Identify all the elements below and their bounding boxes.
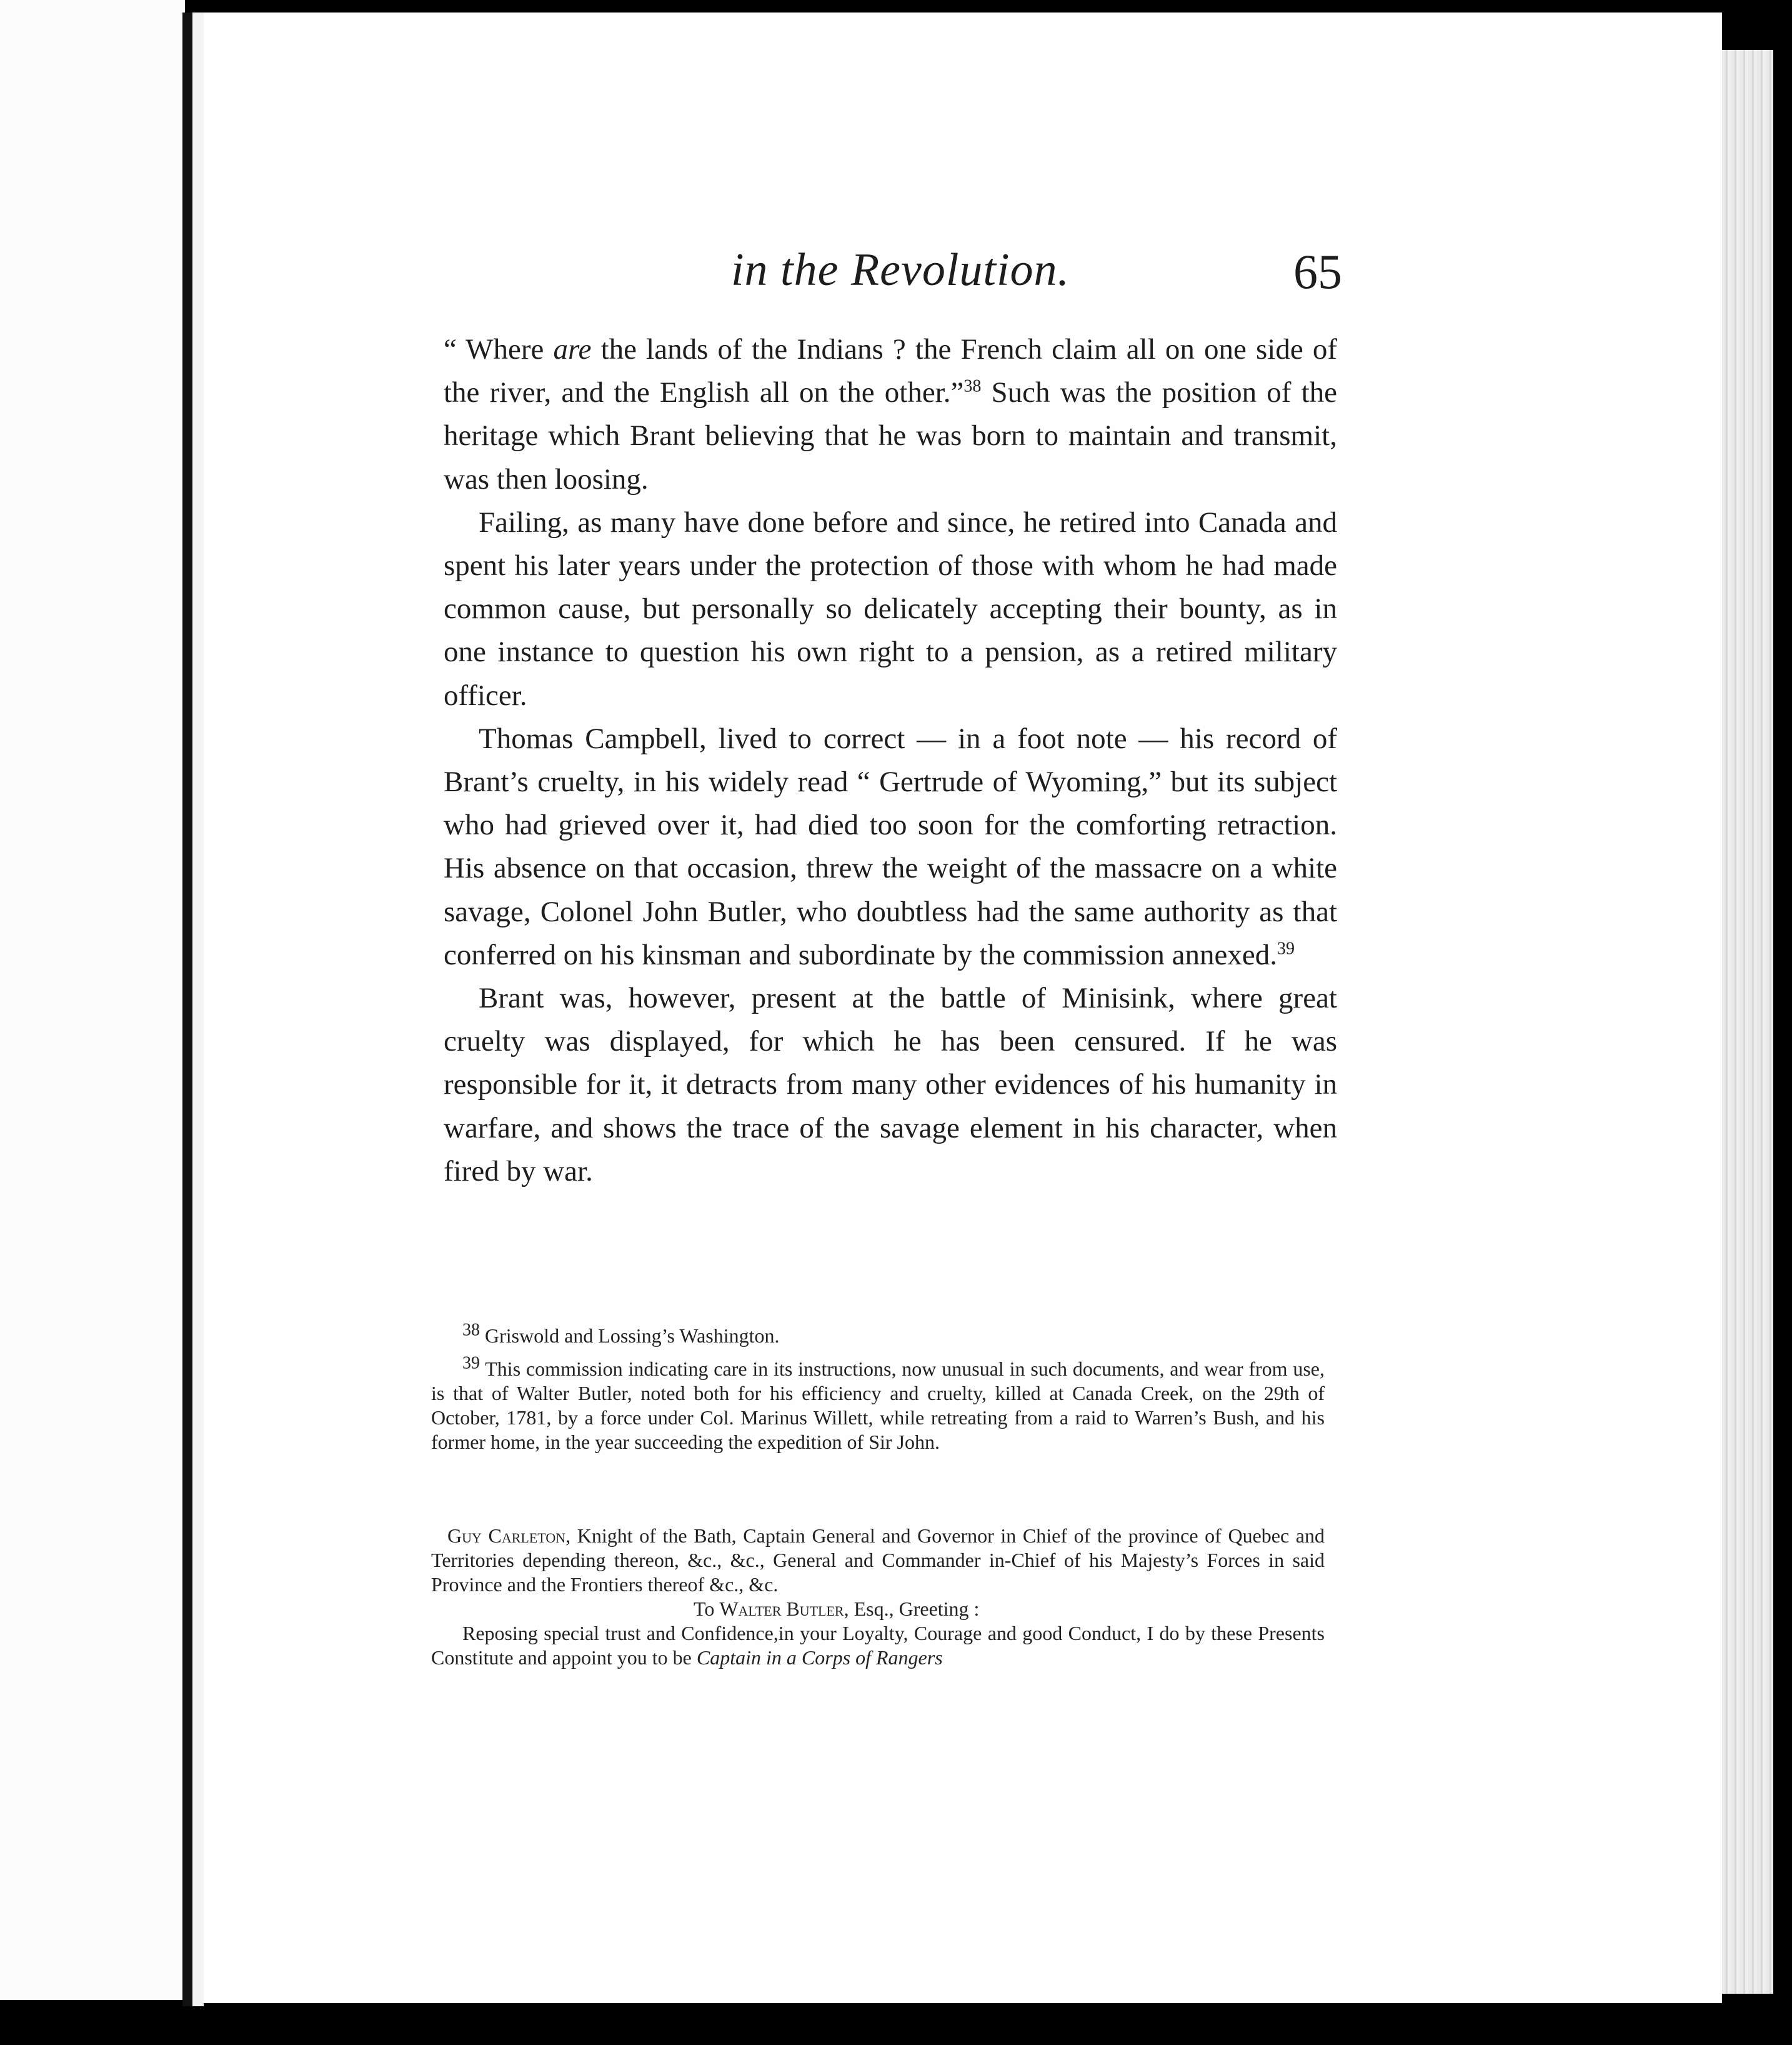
book-spine xyxy=(182,12,192,2006)
issuer-name: Guy Carleton xyxy=(447,1524,566,1547)
footnote-number: 39 xyxy=(462,1353,480,1373)
paragraph-3 xyxy=(444,718,1337,977)
footnote-38 xyxy=(431,1320,1325,1348)
paragraph-2: Failing, as many have done before and since, he retired into Canada and spent his later years under the protection of those with whom he had made common cause, but personally so delicately accepting their bounty, as in one instance to question his own right to a pension, as a retired military officer. xyxy=(444,506,1337,712)
text-run: To xyxy=(694,1598,720,1620)
page-header xyxy=(731,244,1356,319)
footnote-39 xyxy=(431,1353,1325,1454)
paragraph-1 xyxy=(444,328,1337,501)
text-run: Thomas Campbell, lived to correct — in a foot note — his record of Brant’s cruelty, in his widely read “ Gertrude of Wyoming,” but its subject who had grieved over it, had died too soon for the comforting retraction. His absence on that occasion, threw the weight of the massacre on a white savage, Colonel John Butler, who doubtless had the same authority as that conferred on his kinsman and subordinate by the commission annexed. xyxy=(444,722,1337,971)
footnote-ref-38: 38 xyxy=(963,376,982,396)
page-edges xyxy=(1722,50,1773,1994)
text-run: Reposing special trust and Confidence,in your Loyalty, Courage and good Conduct, I do by these Presents Constitute and appoint you to be xyxy=(431,1622,1325,1669)
running-title: in the Revolution. xyxy=(731,244,1070,296)
footnote-ref-39: 39 xyxy=(1277,939,1295,959)
commission-preamble xyxy=(431,1524,1325,1597)
commission-greeting xyxy=(431,1597,1325,1621)
text-run: , Esq., Greeting : xyxy=(844,1598,980,1620)
text-run: “ Where xyxy=(444,333,554,366)
left-page xyxy=(0,0,185,2000)
text-run: , Knight of the Bath, Captain General and Governor in Chief of the province of Quebec and Territories depending thereon, &c., &c., General and Commander in-Chief of his Majesty’s Forces in said Province and the Frontiers thereof &c., &c. xyxy=(431,1524,1325,1596)
addressee-name: Walter Butler xyxy=(719,1598,844,1620)
commission-body xyxy=(431,1621,1325,1670)
page-number: 65 xyxy=(1293,244,1342,299)
footnote-number: 38 xyxy=(462,1320,480,1340)
italic-word: are xyxy=(553,333,592,366)
text-run: the lands of the Indians ? the French claim all on one side of the river, and the English all on the other.” xyxy=(444,333,1337,409)
rank-title: Captain in a Corps of Rangers xyxy=(696,1646,943,1669)
footnotes xyxy=(431,1320,1325,1454)
text-run: Such was the position of the heritage which Brant believing that he was born to maintain and transmit, was then loosing. xyxy=(444,376,1337,496)
footnote-text: Griswold and Lossing’s Washington. xyxy=(480,1324,780,1347)
body-text xyxy=(444,328,1337,1193)
gutter xyxy=(192,12,204,2006)
paragraph-4: Brant was, however, present at the battle of Minisink, where great cruelty was displayed, for which he has been censured. If he was responsible for it, it detracts from many other evidences of his humanity in warfare, and shows the trace of the savage element in his character, when fired by war. xyxy=(444,982,1337,1188)
commission-document xyxy=(431,1524,1325,1670)
footnote-text: This commission indicating care in its instructions, now unusual in such documents, and wear from use, is that of Walter Butler, noted both for his efficiency and cruelty, killed at Canada Creek, on the 29th of October, 1781, by a force under Col. Marinus Willett, while retreating from a raid to Warren’s Bush, and his former home, in the year succeeding the expedition of Sir John. xyxy=(431,1358,1325,1453)
